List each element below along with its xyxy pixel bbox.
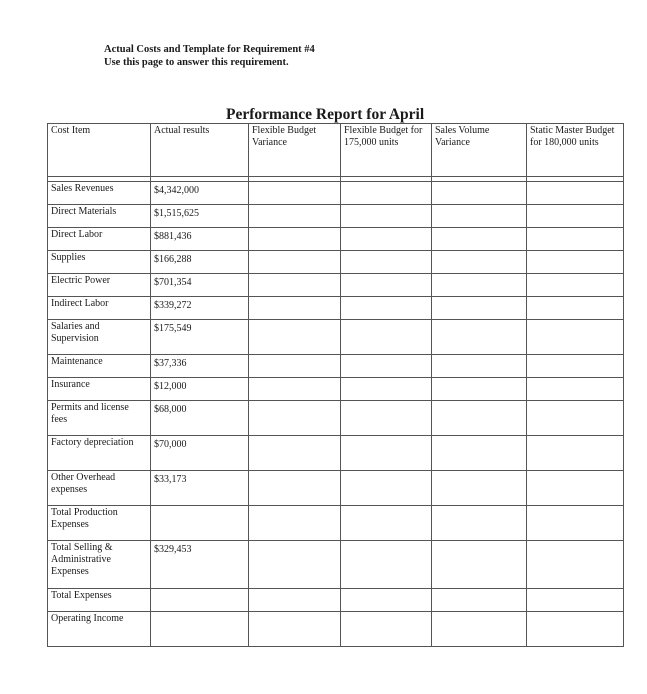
sales-volume-variance-cell[interactable] — [432, 506, 527, 541]
sales-volume-variance-cell[interactable] — [432, 471, 527, 506]
flexible-budget-cell[interactable] — [341, 378, 432, 401]
flexible-budget-variance-cell[interactable] — [249, 612, 341, 647]
table-row — [48, 182, 624, 205]
actual-results-cell: $1,515,625 — [151, 205, 249, 228]
static-master-budget-cell[interactable] — [527, 612, 624, 647]
actual-results-cell: $339,272 — [151, 297, 249, 320]
flexible-budget-cell[interactable] — [341, 251, 432, 274]
table-row — [48, 541, 624, 589]
sales-volume-variance-cell[interactable] — [432, 297, 527, 320]
flexible-budget-variance-cell[interactable] — [249, 401, 341, 436]
flexible-budget-variance-cell[interactable] — [249, 320, 341, 355]
actual-results-cell: $70,000 — [151, 436, 249, 471]
flexible-budget-cell[interactable] — [341, 205, 432, 228]
flexible-budget-variance-cell[interactable] — [249, 297, 341, 320]
cost-item-cell: Maintenance — [48, 355, 151, 378]
performance-report-table — [47, 123, 624, 647]
actual-results-cell: $4,342,000 — [151, 182, 249, 205]
cost-item-cell: Total Expenses — [48, 589, 151, 612]
table-row — [48, 205, 624, 228]
cost-item-cell: Electric Power — [48, 274, 151, 297]
report-title: Performance Report for April — [226, 106, 425, 123]
actual-results-cell: $12,000 — [151, 378, 249, 401]
flexible-budget-cell[interactable] — [341, 297, 432, 320]
actual-results-cell: $68,000 — [151, 401, 249, 436]
sales-volume-variance-cell[interactable] — [432, 251, 527, 274]
static-master-budget-cell[interactable] — [527, 355, 624, 378]
cost-item-cell: Sales Revenues — [48, 182, 151, 205]
actual-results-cell: $33,173 — [151, 471, 249, 506]
sales-volume-variance-cell[interactable] — [432, 205, 527, 228]
report-body — [48, 177, 624, 647]
static-master-budget-cell[interactable] — [527, 205, 624, 228]
actual-results-cell: $881,436 — [151, 228, 249, 251]
actual-results-cell[interactable] — [151, 612, 249, 647]
sales-volume-variance-cell[interactable] — [432, 355, 527, 378]
table-row — [48, 401, 624, 436]
column-header-sales-volume-variance: Sales Volume Variance — [432, 124, 527, 177]
cost-item-cell: Salaries and Supervision — [48, 320, 151, 355]
flexible-budget-variance-cell[interactable] — [249, 182, 341, 205]
table-row — [48, 274, 624, 297]
header-line-1: Actual Costs and Template for Requirement #4 — [104, 44, 315, 55]
flexible-budget-variance-cell[interactable] — [249, 506, 341, 541]
table-row — [48, 612, 624, 647]
cost-item-cell: Total Selling & Administrative Expenses — [48, 541, 151, 589]
cost-item-cell: Other Overhead expenses — [48, 471, 151, 506]
static-master-budget-cell[interactable] — [527, 506, 624, 541]
static-master-budget-cell[interactable] — [527, 297, 624, 320]
table-row — [48, 378, 624, 401]
actual-results-cell: $37,336 — [151, 355, 249, 378]
table-row — [48, 355, 624, 378]
sales-volume-variance-cell[interactable] — [432, 401, 527, 436]
cost-item-cell: Total Production Expenses — [48, 506, 151, 541]
flexible-budget-variance-cell[interactable] — [249, 471, 341, 506]
column-header-cost-item: Cost Item — [48, 124, 151, 177]
actual-results-cell: $175,549 — [151, 320, 249, 355]
table-row — [48, 297, 624, 320]
column-header-flexible-budget: Flexible Budget for 175,000 units — [341, 124, 432, 177]
static-master-budget-cell[interactable] — [527, 541, 624, 589]
flexible-budget-variance-cell[interactable] — [249, 436, 341, 471]
table-row — [48, 589, 624, 612]
flexible-budget-cell[interactable] — [341, 182, 432, 205]
actual-results-cell[interactable] — [151, 589, 249, 612]
flexible-budget-variance-cell[interactable] — [249, 355, 341, 378]
flexible-budget-cell[interactable] — [341, 274, 432, 297]
sales-volume-variance-cell[interactable] — [432, 182, 527, 205]
flexible-budget-variance-cell[interactable] — [249, 541, 341, 589]
static-master-budget-cell[interactable] — [527, 251, 624, 274]
flexible-budget-variance-cell[interactable] — [249, 589, 341, 612]
cost-item-cell: Direct Materials — [48, 205, 151, 228]
sales-volume-variance-cell[interactable] — [432, 378, 527, 401]
table-row — [48, 320, 624, 355]
actual-results-cell: $329,453 — [151, 541, 249, 589]
actual-results-cell[interactable] — [151, 506, 249, 541]
column-header-static-master-budget: Static Master Budget for 180,000 units — [527, 124, 624, 177]
actual-results-cell: $166,288 — [151, 251, 249, 274]
table-row — [48, 471, 624, 506]
cost-item-cell: Operating Income — [48, 612, 151, 647]
flexible-budget-variance-cell[interactable] — [249, 228, 341, 251]
flexible-budget-cell[interactable] — [341, 612, 432, 647]
cost-item-cell: Indirect Labor — [48, 297, 151, 320]
cost-item-cell: Factory depreciation — [48, 436, 151, 471]
flexible-budget-variance-cell[interactable] — [249, 274, 341, 297]
static-master-budget-cell[interactable] — [527, 378, 624, 401]
static-master-budget-cell[interactable] — [527, 471, 624, 506]
sales-volume-variance-cell[interactable] — [432, 612, 527, 647]
sales-volume-variance-cell[interactable] — [432, 436, 527, 471]
header-line-2: Use this page to answer this requirement. — [104, 57, 289, 68]
header-row — [48, 124, 624, 177]
table-row — [48, 228, 624, 251]
flexible-budget-variance-cell[interactable] — [249, 205, 341, 228]
table-row — [48, 436, 624, 471]
sales-volume-variance-cell[interactable] — [432, 589, 527, 612]
flexible-budget-variance-cell[interactable] — [249, 251, 341, 274]
flexible-budget-cell[interactable] — [341, 320, 432, 355]
flexible-budget-cell[interactable] — [341, 401, 432, 436]
sales-volume-variance-cell[interactable] — [432, 228, 527, 251]
page-header — [104, 43, 315, 69]
table-row — [48, 506, 624, 541]
static-master-budget-cell[interactable] — [527, 228, 624, 251]
static-master-budget-cell[interactable] — [527, 589, 624, 612]
static-master-budget-cell[interactable] — [527, 436, 624, 471]
static-master-budget-cell[interactable] — [527, 401, 624, 436]
column-header-flexible-budget-variance: Flexible Budget Variance — [249, 124, 341, 177]
flexible-budget-variance-cell[interactable] — [249, 378, 341, 401]
flexible-budget-cell[interactable] — [341, 506, 432, 541]
cost-item-cell: Insurance — [48, 378, 151, 401]
sales-volume-variance-cell[interactable] — [432, 541, 527, 589]
flexible-budget-cell[interactable] — [341, 589, 432, 612]
flexible-budget-cell[interactable] — [341, 355, 432, 378]
cost-item-cell: Supplies — [48, 251, 151, 274]
flexible-budget-cell[interactable] — [341, 228, 432, 251]
flexible-budget-cell[interactable] — [341, 471, 432, 506]
sales-volume-variance-cell[interactable] — [432, 320, 527, 355]
cost-item-cell: Permits and license fees — [48, 401, 151, 436]
actual-results-cell: $701,354 — [151, 274, 249, 297]
cost-item-cell: Direct Labor — [48, 228, 151, 251]
static-master-budget-cell[interactable] — [527, 320, 624, 355]
table-row — [48, 251, 624, 274]
flexible-budget-cell[interactable] — [341, 541, 432, 589]
static-master-budget-cell[interactable] — [527, 274, 624, 297]
static-master-budget-cell[interactable] — [527, 182, 624, 205]
flexible-budget-cell[interactable] — [341, 436, 432, 471]
column-header-actual-results: Actual results — [151, 124, 249, 177]
sales-volume-variance-cell[interactable] — [432, 274, 527, 297]
